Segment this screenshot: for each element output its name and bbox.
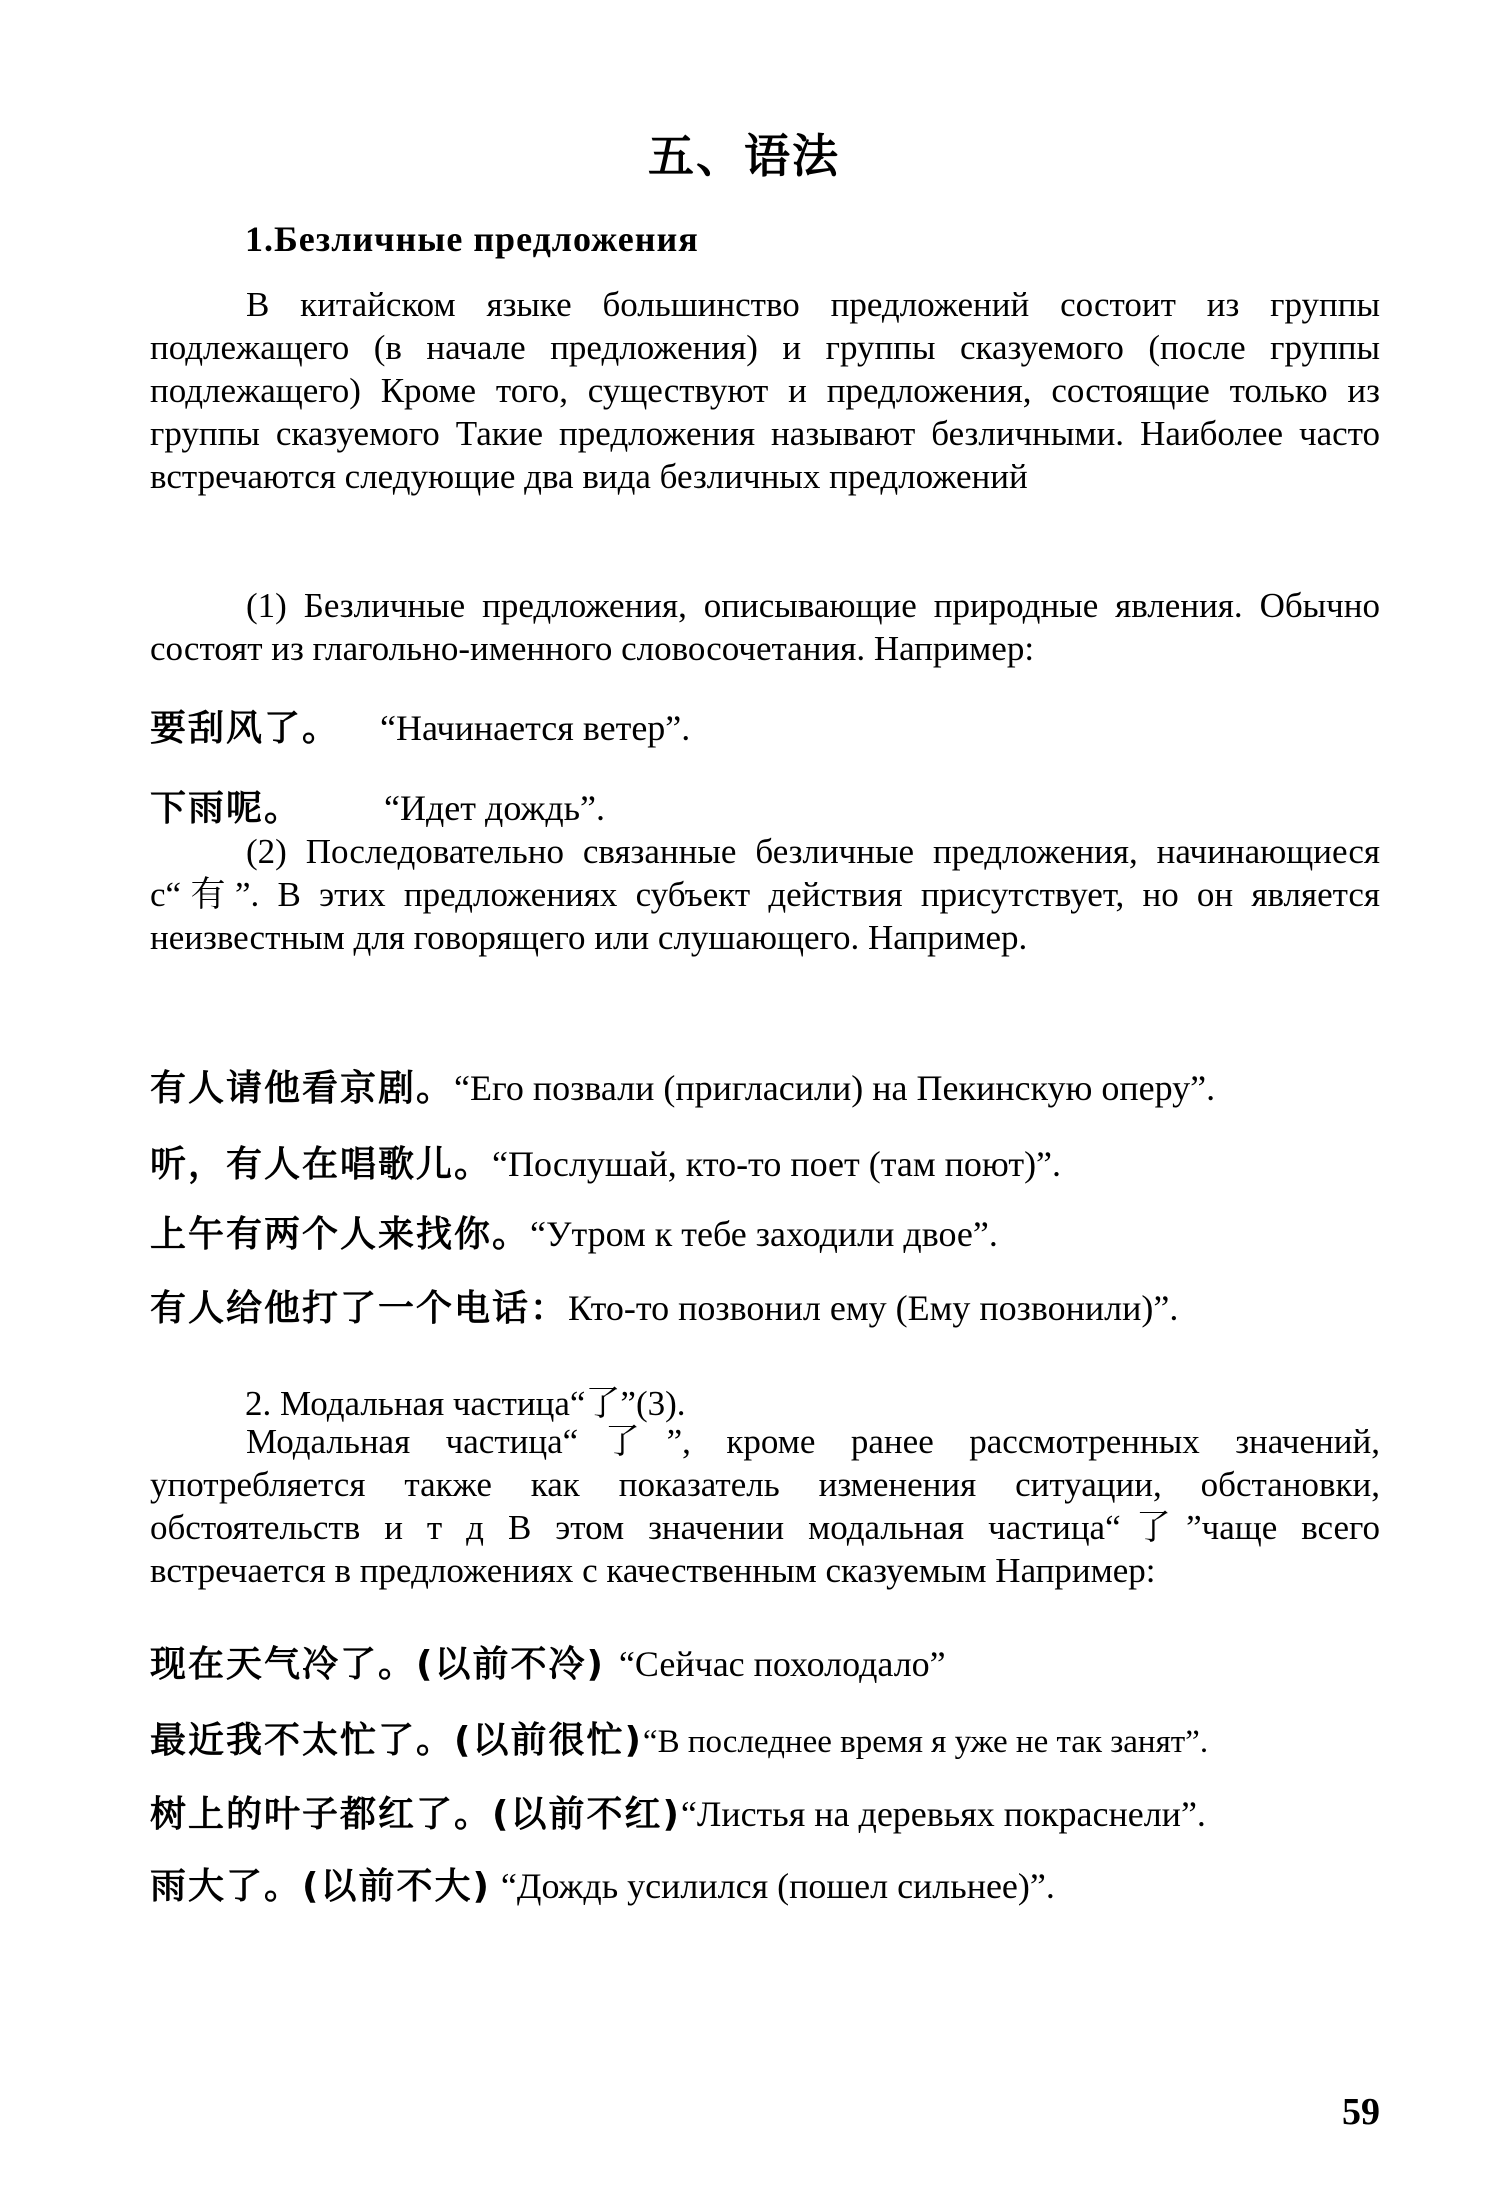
example-chinese: 下雨呢。 <box>150 788 303 829</box>
example-translation: “Дождь усилился (пошел сильнее)”. <box>500 1866 1055 1906</box>
example-row <box>150 700 1400 751</box>
example-row <box>150 1206 1400 1257</box>
chapter-title: 五、语法 <box>648 131 840 182</box>
example-row <box>150 780 1400 831</box>
section-heading-impersonal: 1.Безличные предложения <box>245 219 699 259</box>
example-row <box>150 1712 1400 1763</box>
example-translation: “Послушай, кто-то поет (там поют)”. <box>492 1144 1062 1184</box>
section-heading-modal-particle: 2. Модальная частица“了”(3). <box>245 1384 686 1423</box>
example-chinese: 听，有人在唱歌儿。 <box>150 1144 493 1185</box>
example-translation: Кто-то позвонил ему (Ему позвонили)”. <box>568 1288 1179 1328</box>
example-translation: “В последнее время я уже не так занят”. <box>642 1724 1209 1760</box>
intro-paragraph: В китайском языке большинство предложений состоит из группы подлежащего (в начале предложения) и группы сказуемого (после группы подлежащего) Кроме того, существуют и предложения, состоящие только из группы сказуемого Такие предложения называют безличными. Наиболее часто встречаются следующие два вида безличных предложений <box>150 285 1380 496</box>
point-1-paragraph: (1) Безличные предложения, описывающие природные явления. Обычно состоят из глагольно-именного словосочетания. Например: <box>150 586 1380 668</box>
example-row <box>150 1280 1400 1331</box>
example-row <box>150 1136 1400 1187</box>
point-2-paragraph: (2) Последовательно связанные безличные предложения, начинающиеся с“有”. В этих предложениях субъект действия присутствует, но он является неизвестным для говорящего или слушающего. Например. <box>150 832 1380 957</box>
example-chinese: 树上的叶子都红了。(以前不红) <box>150 1794 681 1835</box>
example-translation: “Листья на деревьях покраснели”. <box>680 1794 1206 1834</box>
example-translation: “Начинается ветер”. <box>380 708 691 748</box>
modal-particle-paragraph: Модальная частица“了”, кроме ранее рассмотренных значений, употребляется также как показатель изменения ситуации, обстановки, обстоятельств и т д В этом значении модальная частица“了”чаще всего встречается в предложениях с качественным сказуемым Например: <box>150 1422 1380 1590</box>
example-row <box>150 1060 1400 1111</box>
page-number: 59 <box>1342 2091 1380 2133</box>
example-translation: “Его позвали (пригласили) на Пекинскую оперу”. <box>454 1068 1216 1108</box>
example-chinese: 有人请他看京剧。 <box>150 1068 455 1109</box>
example-row <box>150 1636 1400 1687</box>
example-translation: “Утром к тебе заходили двое”. <box>530 1214 998 1254</box>
example-chinese: 有人给他打了一个电话： <box>150 1288 569 1329</box>
example-chinese: 雨大了。(以前不大) <box>150 1866 491 1907</box>
example-translation: “Сейчас похолодало” <box>618 1644 946 1684</box>
example-chinese: 要刮风了。 <box>150 708 341 749</box>
example-row <box>150 1786 1400 1837</box>
example-row <box>150 1858 1400 1909</box>
example-translation: “Идет дождь”. <box>384 788 606 828</box>
example-chinese: 上午有两个人来找你。 <box>150 1214 531 1255</box>
example-chinese: 最近我不太忙了。(以前很忙) <box>150 1720 643 1761</box>
example-chinese: 现在天气冷了。(以前不冷) <box>150 1644 605 1685</box>
